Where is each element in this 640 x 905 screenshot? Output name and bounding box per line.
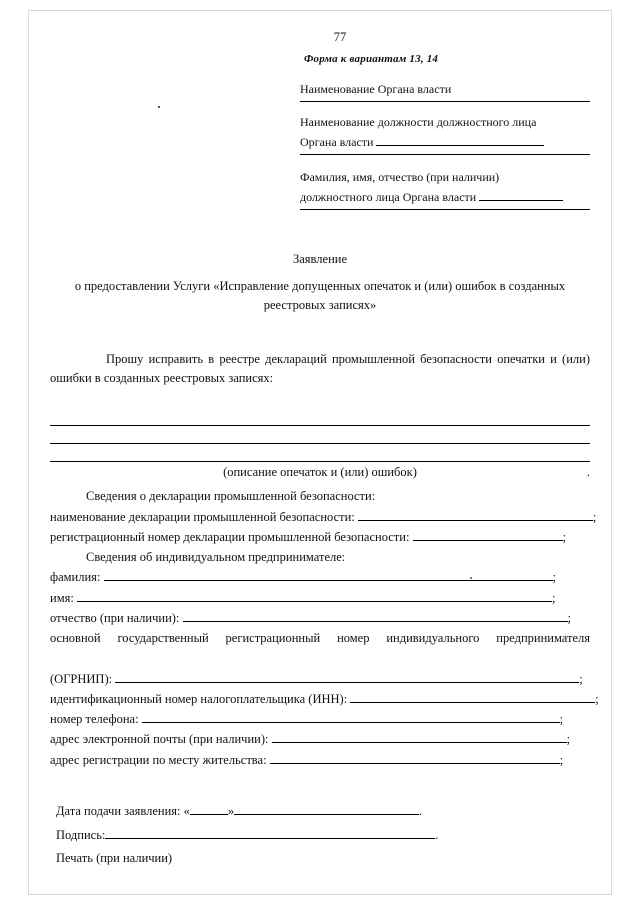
- field-declaration-number: [50, 527, 590, 547]
- title-block: [50, 252, 590, 316]
- field-surname-terminator: ;: [552, 570, 557, 585]
- footer-signature-label: Подпись:: [56, 827, 106, 842]
- field-declaration-number-terminator: ;: [562, 529, 567, 544]
- field-declaration-name-terminator: ;: [592, 509, 597, 524]
- request-paragraph-text: Прошу исправить в реестре деклараций промышленной безопасности опечатки и (или) ошибки в созданных реестровых записях:: [50, 351, 590, 386]
- addressee-fio-label-2: [300, 189, 590, 206]
- footer-date-day-input[interactable]: [190, 803, 228, 815]
- field-ogrnip-label: основной государственный регистрационный номер индивидуального предпринимателя: [50, 631, 590, 646]
- field-inn-input[interactable]: [350, 691, 595, 703]
- section-declaration-title-text: Сведения о декларации промышленной безопасности:: [86, 489, 376, 504]
- description-blank-lines: [50, 408, 590, 462]
- footer-signature-input[interactable]: [105, 827, 435, 839]
- footer-date-mid: »: [227, 803, 235, 818]
- field-email-label: адрес электронной почты (при наличии):: [50, 732, 269, 747]
- field-patronymic-terminator: ;: [567, 610, 571, 625]
- addressee-position-label-2: [300, 134, 590, 151]
- addressee-block: [300, 81, 590, 210]
- field-ogrnip-terminator: ;: [579, 671, 583, 686]
- field-phone-terminator: ;: [559, 712, 564, 727]
- field-declaration-number-label: регистрационный номер декларации промышленной безопасности:: [50, 529, 410, 544]
- field-patronymic: [50, 608, 590, 628]
- field-email-terminator: ;: [566, 732, 571, 747]
- field-declaration-name: [50, 507, 597, 527]
- field-ogrnip: [50, 669, 590, 689]
- addressee-position-rule: [300, 154, 590, 155]
- footer-seal-row: [50, 847, 590, 871]
- addressee-position-label: Наименование должности должностного лица: [300, 115, 537, 130]
- description-caption-text: (описание опечаток и (или) ошибок): [223, 465, 417, 480]
- document-content: [50, 30, 599, 871]
- addressee-position-inline-rule: [376, 134, 544, 146]
- footer-seal-label: Печать (при наличии): [56, 851, 173, 866]
- addressee-fio-official-text: должностного лица Органа власти: [300, 189, 477, 204]
- field-declaration-name-label: наименование декларации промышленной безопасности:: [50, 509, 355, 524]
- field-inn-label: идентификационный номер налогоплательщика (ИНН):: [50, 691, 348, 706]
- section-entrepreneur-title-text: Сведения об индивидуальном предпринимателе:: [86, 550, 346, 565]
- form-reference: Форма к вариантам 13, 14: [304, 53, 439, 65]
- field-name-terminator: ;: [551, 590, 556, 605]
- field-inn-terminator: ;: [595, 691, 599, 706]
- addressee-fio-rule: [300, 209, 590, 210]
- footer-signature-row: [50, 824, 590, 848]
- field-declaration-number-input[interactable]: [413, 529, 563, 541]
- addressee-fio-inline-rule: [479, 189, 563, 201]
- page-number: 77: [333, 30, 347, 44]
- blank-line-2[interactable]: [50, 426, 590, 444]
- addressee-authority-rule: [300, 101, 590, 102]
- document-title: Заявление: [292, 251, 347, 266]
- field-name-input[interactable]: [77, 590, 552, 602]
- field-inn: [50, 689, 599, 709]
- fields-block: [50, 486, 599, 770]
- field-surname-input[interactable]: [104, 569, 553, 581]
- description-caption: [50, 465, 590, 480]
- field-ogrnip-label-2: (ОГРНИП):: [50, 671, 113, 686]
- field-ogrnip-label-row: [50, 628, 590, 669]
- section-declaration-title: [50, 486, 590, 506]
- addressee-authority-label: Наименование Органа власти: [300, 82, 452, 96]
- field-phone-input[interactable]: [142, 711, 560, 723]
- footer-signature-end: .: [435, 827, 439, 842]
- field-address-terminator: ;: [559, 752, 564, 767]
- field-ogrnip-input[interactable]: [115, 671, 579, 683]
- field-name-label: имя:: [50, 590, 74, 605]
- field-address-input[interactable]: [270, 752, 560, 764]
- field-address-label: адрес регистрации по месту жительства:: [50, 752, 267, 767]
- document-subtitle: о предоставлении Услуги «Исправление допущенных опечаток и (или) ошибок в созданных реестровых записях»: [74, 278, 566, 313]
- footer-date-rest-input[interactable]: [234, 803, 419, 815]
- field-surname: [50, 567, 590, 587]
- request-paragraph: [50, 350, 590, 389]
- field-phone: [50, 709, 590, 729]
- footer-date-end: .: [419, 803, 423, 818]
- section-entrepreneur-title: [50, 547, 590, 567]
- field-patronymic-input[interactable]: [183, 610, 568, 622]
- addressee-position-authority-text: Органа власти: [300, 134, 374, 149]
- addressee-fio-label: Фамилия, имя, отчество (при наличии): [300, 170, 500, 185]
- field-phone-label: номер телефона:: [50, 712, 139, 727]
- footer-date-row: [50, 800, 590, 824]
- field-declaration-name-input[interactable]: [358, 509, 593, 521]
- field-address: [50, 750, 590, 770]
- field-name: [50, 588, 590, 608]
- field-surname-label: фамилия:: [50, 570, 101, 585]
- blank-line-3[interactable]: [50, 444, 590, 462]
- blank-line-1[interactable]: [50, 408, 590, 426]
- footer-date-label: Дата подачи заявления: «: [56, 803, 190, 818]
- field-email: [50, 729, 590, 749]
- field-patronymic-label: отчество (при наличии):: [50, 610, 180, 625]
- field-email-input[interactable]: [272, 731, 567, 743]
- description-caption-tail: .: [586, 465, 590, 480]
- footer-block: [50, 800, 590, 871]
